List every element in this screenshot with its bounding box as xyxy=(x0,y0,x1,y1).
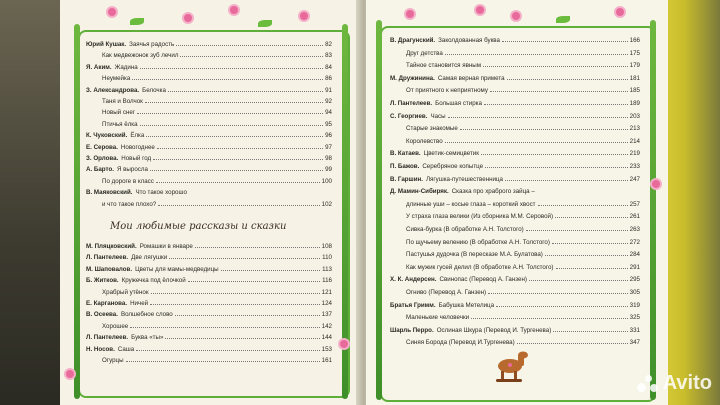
toc-entry xyxy=(390,101,640,107)
toc-leader-dots xyxy=(150,170,323,171)
toc-entry xyxy=(406,315,640,321)
toc-entry xyxy=(390,303,640,309)
toc-title: Неумейка xyxy=(102,75,131,83)
toc-leader-dots xyxy=(153,159,323,160)
toc-leader-dots xyxy=(448,117,628,118)
toc-author: Л. Пантелеев. xyxy=(86,254,129,262)
toc-title: Как мужик гусей делил (В обработке А.Н. Толстого) xyxy=(406,263,554,271)
toc-title: Огниво (Перевод А. Ганзен) xyxy=(406,289,487,296)
toc-leader-dots xyxy=(538,205,628,206)
toc-entry xyxy=(102,179,332,185)
toc-entry xyxy=(406,88,640,94)
flower-icon xyxy=(652,180,660,188)
toc-entry xyxy=(390,189,640,195)
toc-title: Ничей xyxy=(130,300,149,307)
toc-author: Шарль Перро. xyxy=(390,326,434,334)
toc-leader-dots xyxy=(496,306,628,307)
toc-page-number: 99 xyxy=(325,166,332,174)
toc-title: От приятного к неприятному xyxy=(406,87,488,95)
toc-title: Огурцы xyxy=(102,357,124,364)
toc-title: Как медвежонок зуб лечил xyxy=(102,52,179,60)
toc-entry xyxy=(390,277,640,283)
toc-page-number: 219 xyxy=(629,150,640,158)
toc-entry xyxy=(86,335,332,341)
toc-entry xyxy=(102,53,332,59)
toc-title: Цветы для мамы-медведицы xyxy=(135,265,219,273)
toc-leader-dots xyxy=(137,113,323,114)
toc-leader-dots xyxy=(158,205,319,206)
toc-page-number: 97 xyxy=(325,143,332,151)
toc-author: М. Пляцковский. xyxy=(86,243,137,250)
avito-watermark xyxy=(637,372,712,395)
toc-leader-dots xyxy=(156,182,320,183)
left-vine-decoration xyxy=(74,24,80,399)
toc-entry xyxy=(86,255,332,261)
book-cover-edge xyxy=(660,0,720,405)
toc-title: Кружечка под ёлочкой xyxy=(121,277,186,285)
toc-author: В. Драгунский. xyxy=(390,37,436,44)
toc-leader-dots xyxy=(176,45,323,46)
toc-leader-dots xyxy=(195,247,320,248)
toc-entry xyxy=(86,167,332,173)
toc-entry xyxy=(390,177,640,183)
toc-leader-dots xyxy=(151,293,320,294)
toc-leader-dots xyxy=(502,41,628,42)
toc-leader-dots xyxy=(488,293,628,294)
toc-title: Тайное становится явным xyxy=(406,62,482,70)
toc-author: Б. Житков. xyxy=(86,277,119,285)
toc-entry xyxy=(102,122,332,128)
toc-leader-dots xyxy=(484,104,628,105)
avito-logo-icon xyxy=(637,373,659,395)
toc-page-number: 102 xyxy=(321,200,332,208)
toc-entry xyxy=(406,51,640,57)
toc-entry xyxy=(406,214,640,220)
toc-page-number: 110 xyxy=(322,254,332,262)
toc-title: Жадина xyxy=(114,63,138,71)
toc-entry xyxy=(406,265,640,271)
toc-entry xyxy=(86,88,332,94)
toc-title: Лягушка-путешественница xyxy=(425,175,503,183)
toc-title: Что такое хорошо xyxy=(135,189,187,197)
toc-entry xyxy=(86,42,332,48)
toc-author: Е. Серова. xyxy=(86,143,118,151)
toc-title: По дороге в класс xyxy=(102,177,154,185)
toc-page-number: 213 xyxy=(629,125,640,133)
toc-author: А. Барто. xyxy=(86,166,114,174)
toc-entry xyxy=(390,114,640,120)
toc-entry xyxy=(102,76,332,82)
toc-entry xyxy=(390,328,640,334)
toc-leader-dots xyxy=(168,91,323,92)
toc-leader-dots xyxy=(505,180,628,181)
toc-title: Серебряное копытце xyxy=(422,163,484,170)
toc-entry xyxy=(86,133,332,139)
toc-leader-dots xyxy=(130,327,319,328)
toc-entry xyxy=(102,324,332,330)
toc-title: Буква «ты» xyxy=(131,334,164,342)
toc-page-number: 95 xyxy=(325,120,332,128)
toc-author: Х. К. Андерсен. xyxy=(390,276,437,284)
toc-page-number: 113 xyxy=(322,265,332,273)
toc-entry xyxy=(86,244,332,250)
toc-author: Юрий Кушак. xyxy=(86,41,127,48)
toc-leader-dots xyxy=(552,243,628,244)
toc-entry xyxy=(406,340,640,346)
toc-leader-dots xyxy=(140,125,324,126)
toc-title: Сказка про храброго зайца – xyxy=(451,188,535,196)
toc-entry xyxy=(86,312,332,318)
toc-page-number: 100 xyxy=(321,177,332,185)
toc-leader-dots xyxy=(169,258,320,259)
right-vine-decoration xyxy=(650,20,656,400)
toc-entry xyxy=(102,358,332,364)
toc-title: Волшебное слово xyxy=(120,311,173,319)
toc-author: К. Чуковский. xyxy=(86,132,128,140)
toc-page-number: 185 xyxy=(629,87,640,95)
toc-entry xyxy=(406,126,640,132)
toc-leader-dots xyxy=(445,54,628,55)
toc-title: Большая стирка xyxy=(435,100,482,107)
toc-author: В. Гаршин. xyxy=(390,175,423,183)
toc-leader-dots xyxy=(471,318,628,319)
toc-page-number: 305 xyxy=(629,289,640,296)
toc-entry xyxy=(102,290,332,296)
toc-leader-dots xyxy=(553,331,627,332)
toc-entry xyxy=(86,267,332,273)
toc-page-number: 272 xyxy=(629,238,640,246)
toc-page-number: 179 xyxy=(629,62,640,70)
toc-page-number: 325 xyxy=(629,314,640,322)
toc-leader-dots xyxy=(132,79,323,80)
toc-entry xyxy=(390,151,640,157)
toc-title: Две лягушки xyxy=(131,254,168,262)
toc-author: М. Дружинина. xyxy=(390,74,435,82)
toc-title: Ромашки в январе xyxy=(139,243,193,250)
toc-entry xyxy=(406,227,640,233)
flower-icon xyxy=(340,340,348,348)
toc-entry xyxy=(406,290,640,296)
toc-author: В. Катаев. xyxy=(390,150,421,158)
toc-title: Пастушья дудочка (В пересказе М.А. Булатова) xyxy=(406,251,543,259)
toc-page-number: 166 xyxy=(629,37,640,44)
toc-leader-dots xyxy=(545,255,628,256)
toc-page-number: 116 xyxy=(322,277,332,285)
toc-leader-dots xyxy=(136,350,319,351)
toc-leader-dots xyxy=(175,315,320,316)
toc-entry xyxy=(86,190,332,196)
toc-page-number: 84 xyxy=(325,63,332,71)
toc-title: Свинопас (Перевод А. Ганзен) xyxy=(439,276,527,284)
toc-title: Ёлка xyxy=(130,132,145,140)
toc-title: Часы xyxy=(430,112,446,120)
toc-author: С. Георгиев. xyxy=(390,112,428,120)
toc-author: З. Орлова. xyxy=(86,155,119,162)
left-vine-decoration xyxy=(376,20,382,400)
right-page xyxy=(366,0,668,405)
toc-entry xyxy=(102,110,332,116)
toc-leader-dots xyxy=(221,270,321,271)
toc-title: Саша xyxy=(117,345,135,353)
toc-entry xyxy=(390,76,640,82)
toc-page-number: 86 xyxy=(325,75,332,83)
toc-title: Заячья радость xyxy=(129,41,175,48)
toc-leader-dots xyxy=(445,142,628,143)
toc-page-number: 203 xyxy=(629,112,640,120)
section-heading: Мои любимые рассказы и сказки xyxy=(110,221,287,232)
toc-title: Цветик-семицветик xyxy=(423,150,479,158)
toc-page-number: 247 xyxy=(629,175,640,183)
toc-page-number: 144 xyxy=(321,334,332,342)
toc-leader-dots xyxy=(126,361,320,362)
toc-page-number: 284 xyxy=(629,251,640,259)
toc-entry xyxy=(406,202,640,208)
toc-leader-dots xyxy=(150,304,320,305)
toc-entry xyxy=(406,139,640,145)
toc-entry xyxy=(406,63,640,69)
toc-page-number: 347 xyxy=(629,339,640,347)
toc-title: Белочка xyxy=(142,86,166,94)
toc-author: В. Маяковский. xyxy=(86,189,133,197)
toc-page-number: 295 xyxy=(629,276,640,284)
toc-title: Ослиная Шкура (Перевод И. Тургенева) xyxy=(436,326,552,334)
toc-page-number: 257 xyxy=(629,200,640,208)
toc-author: В. Осеева. xyxy=(86,311,118,319)
toc-entry xyxy=(406,240,640,246)
toc-author: П. Бажов. xyxy=(390,163,420,170)
toc-leader-dots xyxy=(490,91,628,92)
toc-entry xyxy=(86,301,332,307)
toc-entry xyxy=(406,252,640,258)
toc-author: М. Шаповалов. xyxy=(86,265,133,273)
toc-author: Я. Аким. xyxy=(86,63,112,71)
toc-entry xyxy=(86,347,332,353)
toc-title: Маленькие человечки xyxy=(406,314,470,322)
toc-page-number: 83 xyxy=(325,52,332,60)
toc-title: Сивка-бурка (В обработке А.Н. Толстого) xyxy=(406,226,524,233)
toc-title: и что такое плохо? xyxy=(102,200,157,208)
toc-title: Новый год xyxy=(121,155,152,162)
toc-leader-dots xyxy=(180,56,323,57)
toc-page-number: 96 xyxy=(325,132,332,140)
toc-leader-dots xyxy=(526,230,628,231)
toc-author: Л. Пантелеев. xyxy=(86,334,129,342)
toc-entry xyxy=(86,145,332,151)
toc-leader-dots xyxy=(140,68,323,69)
toc-page-number: 263 xyxy=(629,226,640,233)
toc-title: У страха глаза велики (Из сборника М.М. Серовой) xyxy=(406,213,554,221)
toc-entry xyxy=(86,278,332,284)
toc-author: Л. Пантелеев. xyxy=(390,100,433,107)
toc-page-number: 98 xyxy=(325,155,332,162)
toc-page-number: 153 xyxy=(321,345,332,353)
toc-leader-dots xyxy=(529,280,628,281)
toc-author: З. Александрова. xyxy=(86,86,140,94)
toc-title: Новый снег xyxy=(102,109,136,117)
toc-leader-dots xyxy=(146,136,323,137)
toc-page-number: 233 xyxy=(629,163,640,170)
toc-page-number: 92 xyxy=(325,98,332,105)
toc-entry xyxy=(390,164,640,170)
toc-page-number: 161 xyxy=(321,357,332,364)
toc-leader-dots xyxy=(188,281,320,282)
toc-leader-dots xyxy=(483,66,628,67)
toc-page-number: 108 xyxy=(321,243,332,250)
toc-leader-dots xyxy=(555,217,628,218)
toc-page-number: 94 xyxy=(325,109,332,117)
toc-entry xyxy=(86,65,332,71)
toc-title: Хорошее xyxy=(102,322,129,330)
toc-page-number: 175 xyxy=(629,49,640,57)
toc-title: Бабушка Метелица xyxy=(438,301,495,309)
toc-title: Заколдованная буква xyxy=(438,37,500,44)
toc-entry xyxy=(86,156,332,162)
toc-page-number: 261 xyxy=(629,213,640,221)
toc-page-number: 331 xyxy=(629,326,640,334)
flower-icon xyxy=(66,370,74,378)
toc-title: Таня и Волчок xyxy=(102,98,143,105)
toc-leader-dots xyxy=(481,154,628,155)
toy-horse-illustration xyxy=(492,348,530,384)
toc-author: Братья Гримм. xyxy=(390,301,436,309)
toc-entry xyxy=(390,38,640,44)
toc-leader-dots xyxy=(460,129,628,130)
toc-leader-dots xyxy=(556,268,628,269)
toc-page-number: 82 xyxy=(325,41,332,48)
toc-page-number: 181 xyxy=(629,74,640,82)
toc-title: Новогоднее xyxy=(120,143,155,151)
toc-leader-dots xyxy=(157,148,323,149)
toc-entry xyxy=(102,202,332,208)
toc-author: Д. Мамин-Сибиряк. xyxy=(390,188,449,196)
right-table-of-contents xyxy=(390,0,646,405)
toc-page-number: 91 xyxy=(325,86,332,94)
toc-author: Е. Карганова. xyxy=(86,300,128,307)
toc-page-number: 137 xyxy=(321,311,332,319)
toc-entry xyxy=(102,99,332,105)
toc-title: Синяя Борода (Перевод И.Тургенева) xyxy=(406,339,515,347)
watermark-text: Avito xyxy=(662,372,712,394)
toc-title: длинные уши – косые глаза – короткий хвост xyxy=(406,200,536,208)
toc-author: Н. Носов. xyxy=(86,345,115,353)
toc-leader-dots xyxy=(507,79,628,80)
toc-leader-dots xyxy=(485,167,628,168)
left-table-of-contents xyxy=(86,0,336,405)
toc-title: Храбрый утёнок xyxy=(102,288,149,296)
toc-title: Старые знакомые xyxy=(406,125,458,133)
toc-title: Я выросла xyxy=(116,166,148,174)
toc-title: Самая верная примета xyxy=(437,74,505,82)
toc-title: Королевство xyxy=(406,137,443,145)
toc-leader-dots xyxy=(165,338,319,339)
toc-title: По щучьему велению (В обработке А.Н. Толстого) xyxy=(406,238,550,246)
left-page xyxy=(60,0,362,405)
toc-page-number: 189 xyxy=(629,100,640,107)
toc-leader-dots xyxy=(517,343,628,344)
toc-page-number: 142 xyxy=(321,322,332,330)
toc-page-number: 214 xyxy=(629,137,640,145)
toc-title: Друг детства xyxy=(406,49,443,57)
toc-title: Птичья ёлка xyxy=(102,120,138,128)
toc-page-number: 124 xyxy=(321,300,332,307)
toc-page-number: 121 xyxy=(321,288,332,296)
toc-page-number: 319 xyxy=(629,301,640,309)
toc-page-number: 291 xyxy=(629,263,640,271)
toc-leader-dots xyxy=(145,102,323,103)
